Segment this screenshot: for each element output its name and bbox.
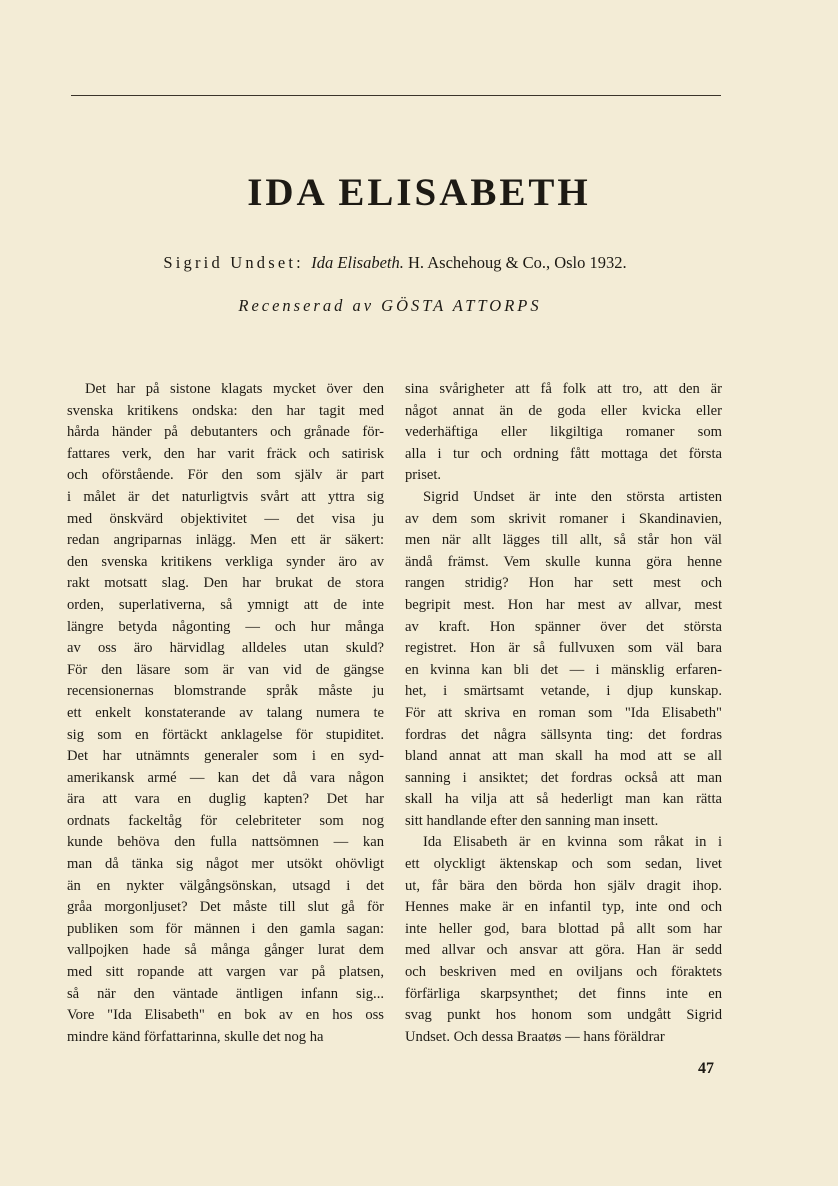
text-line: sig som en förtäckt anklagelse för stupiditet. xyxy=(67,726,384,743)
text-line: begripit mest. Hon har mest av allvar, mest xyxy=(405,596,722,613)
text-line: förfärliga skarpsynthet; det finns inte en xyxy=(405,985,722,1002)
text-line: bland annat att man skall ha mod att se all xyxy=(405,748,722,765)
text-line: Vore "Ida Elisabeth" en bok av en hos oss xyxy=(67,1007,384,1024)
text-line: vallpojken hade så många gånger lurat dem xyxy=(67,942,384,959)
text-line: av oss äro härvidlag alldeles utan skuld? xyxy=(67,640,384,657)
text-line: rakt motsatt slag. Den har brukat de stora xyxy=(67,575,384,592)
text-line: och beskriven med en oviljans och föraktets xyxy=(405,964,722,981)
text-line: registret. Hon är så fullvuxen som väl bara xyxy=(405,640,722,657)
text-line: sanning i ansiktet; det fordras också att man xyxy=(405,769,722,786)
text-line: Det har på sistone klagats mycket över den xyxy=(85,381,384,397)
article-title: IDA ELISABETH xyxy=(247,171,591,214)
book-citation xyxy=(0,253,790,273)
text-line: den svenska kritikens verkliga synder äro av xyxy=(67,553,384,570)
citation-author: Sigrid Undset: xyxy=(163,253,312,272)
text-line: inte heller god, bara blottad på allt som har xyxy=(405,920,722,937)
header-rule xyxy=(71,95,721,96)
text-line: med allvar och ansvar att göra. Han är sedd xyxy=(405,942,722,959)
text-line: kunde behöva den fulla nattsömnen — kan xyxy=(67,834,384,851)
text-line: längre betyda någonting — och hur många xyxy=(67,618,384,635)
text-line: Sigrid Undset är inte den största artisten xyxy=(423,488,722,505)
text-line: av dem som skrivit romaner i Skandinavien, xyxy=(405,510,722,527)
text-line: ändå främst. Vem skulle kunna göra henne xyxy=(405,553,722,570)
text-line: sina svårigheter att få folk att tro, att den är xyxy=(405,381,722,397)
text-line: skall ha vilja att så hederligt man kan rätta xyxy=(405,791,722,808)
text-line: sitt handlande efter den sanning man insett. xyxy=(405,812,659,829)
text-line: av kraft. Hon spänner över det största xyxy=(405,618,722,635)
text-line: med önskvärd objektivitet — det visa ju xyxy=(67,510,384,527)
text-line: Ida Elisabeth är en kvinna som råkat in i xyxy=(423,834,722,851)
page-number: 47 xyxy=(698,1060,714,1077)
text-line: mindre känd författarinna, skulle det nog ha xyxy=(67,1028,324,1045)
text-line: orden, superlativerna, så ymnigt att de inte xyxy=(67,596,384,613)
text-line: redan angriparnas inlägg. Men ett är säkert: xyxy=(67,532,384,549)
text-line: något annat än de goda eller kvicka eller xyxy=(405,402,722,419)
text-line: publiken som för männen i den gamla sagan: xyxy=(67,920,384,937)
text-line: fordras det några sällsynta ting: det fordras xyxy=(405,726,722,743)
text-line: och oförstående. För den som själv är part xyxy=(67,467,384,484)
text-line: alla i tur och ordning fått mottaga det första xyxy=(405,445,722,462)
text-line: priset. xyxy=(405,467,442,484)
citation-work: Ida Elisabeth. xyxy=(311,253,404,272)
text-line: Hennes make är en infantil typ, inte ond och xyxy=(405,899,722,916)
text-line: svag punkt hos honom som undgått Sigrid xyxy=(405,1007,722,1024)
text-line: amerikansk armé — kan det då vara någon xyxy=(67,769,384,786)
text-line: För att skriva en roman som "Ida Elisabeth" xyxy=(405,704,722,721)
text-line: rangen stridig? Hon har sett mest och xyxy=(405,575,722,592)
citation-publisher: H. Aschehoug & Co., Oslo 1932. xyxy=(403,253,627,272)
text-line: recensionernas blomstrande språk måste ju xyxy=(67,683,384,700)
text-line: het, i smärtsamt vetande, i djup kunskap. xyxy=(405,683,722,700)
text-line: än en nykter välgångsönskan, utsagd i det xyxy=(67,877,384,894)
text-line: hårda händer på debutanters och grånade för- xyxy=(67,424,384,441)
text-line: i målet är det naturligtvis svårt att yttra sig xyxy=(67,488,384,505)
text-line: fattares verk, den har varit fräck och satirisk xyxy=(67,445,384,462)
text-line: svenska kritikens ondska: den har tagit med xyxy=(67,402,384,419)
text-line: ordnats fackeltåg för celebriteter som nog xyxy=(67,812,384,829)
text-line: Undset. Och dessa Braatøs — hans föräldrar xyxy=(405,1028,665,1045)
text-line: ett enkelt konstaterande av talang numera te xyxy=(67,704,384,721)
text-line: ära att vara en duglig kapten? Det har xyxy=(67,791,384,808)
text-line: man då tänka sig något mer utsökt ohövligt xyxy=(67,856,384,873)
right-column xyxy=(405,379,722,1048)
text-line: ett olyckligt äktenskap och som sedan, livet xyxy=(405,856,722,873)
reviewer-credit: Recenserad av GÖSTA ATTORPS xyxy=(238,296,542,315)
text-line: ut, får bära den börda hon själv dragit ihop. xyxy=(405,877,722,894)
left-column xyxy=(67,379,384,1048)
text-line: Det har utnämnts generaler som i en syd- xyxy=(67,748,384,765)
text-line: med sitt ropande att vargen var på platsen, xyxy=(67,964,384,981)
text-line: vederhäftiga eller likgiltiga romaner som xyxy=(405,424,722,441)
text-line: gråa morgonljuset? Det måste till slut gå för xyxy=(67,899,384,916)
text-line: en kvinna kan bli det — i mänsklig erfaren- xyxy=(405,661,722,678)
text-line: För den läsare som är van vid de gängse xyxy=(67,661,384,678)
text-line: men när allt lägges till allt, så står hon väl xyxy=(405,532,722,549)
text-line: så när den väntade äntligen infann sig... xyxy=(67,985,384,1002)
